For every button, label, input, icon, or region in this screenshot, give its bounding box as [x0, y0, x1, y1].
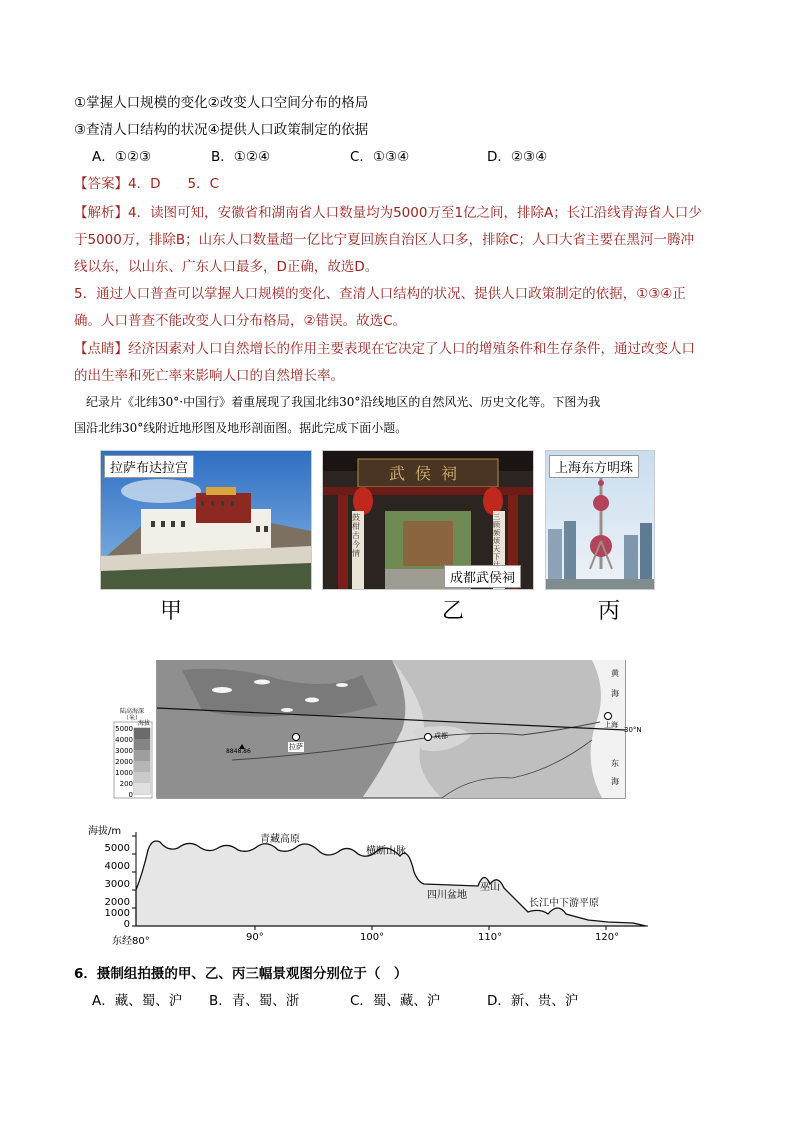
profile-xtick: 90° [246, 932, 264, 943]
analysis-line-3: 线以东，以山东、广东人口最多，D正确，故选D。 [74, 259, 379, 275]
legend-level: 0 [128, 791, 133, 799]
elevation-profile [88, 822, 658, 950]
q5-choice-d: D．②③④ [487, 149, 548, 165]
sea-label-hai-1: 海 [611, 689, 619, 698]
profile-xtick: 120° [595, 932, 620, 943]
legend-level: 3000 [115, 747, 133, 755]
label-yangtze-plain: 长江中下游平原 [529, 898, 599, 909]
analysis-tag: 【解析】 [74, 205, 128, 221]
tip-text-1: 经济因素对人口自然增长的作用主要表现在它决定了人口的增殖条件和生存条件，通过改变人口 [128, 341, 695, 357]
latitude-label: 30°N [624, 726, 642, 734]
profile-ylabel: 海拔/m [88, 826, 122, 837]
photo-label-pearl: 上海东方明珠 [549, 455, 639, 478]
photo-mark-bing: 丙 [598, 599, 621, 624]
sea-label-hai-2: 海 [611, 777, 619, 786]
tip-line-2: 的出生率和死亡率来影响人口的自然增长率。 [74, 368, 344, 384]
label-wushan: 巫山 [480, 882, 500, 893]
analysis-line-4: 5．通过人口普查可以掌握人口规模的变化、查清人口结构的状况、提供人口政策制定的依据，①③④正 [74, 286, 686, 302]
q5-choice-a: A．①②③ [92, 149, 152, 165]
photo-mark-jia: 甲 [160, 599, 183, 624]
profile-xtick: 100° [360, 932, 385, 943]
answer-tag: 【答案】 [74, 176, 128, 192]
answer-line [74, 174, 219, 194]
q5-choice-c: C．①③④ [350, 149, 410, 165]
peak-elevation: 8848.86 [226, 748, 251, 755]
sea-label-dong: 东 [611, 759, 619, 768]
intro-line-2: 国沿北纬30°线附近地形图及地形剖面图。据此完成下面小题。 [74, 421, 408, 435]
profile-ytick: 0 [123, 919, 130, 930]
profile-xtick: 110° [478, 932, 503, 943]
profile-ytick: 4000 [104, 861, 130, 872]
couplet-left: 鼓柑古今情 [352, 513, 360, 558]
legend-levels [114, 724, 133, 801]
profile-ytick: 5000 [104, 843, 130, 854]
intro-line-1: 纪录片《北纬30°·中国行》着重展现了我国北纬30°沿线地区的自然风光、历史文化等。下图为我 [86, 395, 601, 409]
sea-label-huang: 黄 [611, 669, 619, 678]
legend-level: 5000 [115, 725, 133, 733]
profile-ytick: 2000 [104, 897, 130, 908]
q6-choice-d: D．新、贵、沪 [487, 993, 579, 1009]
profile-xtick: 东经80° [112, 936, 150, 947]
photo-label-potala: 拉萨布达拉宫 [104, 455, 194, 478]
label-qinghai-tibet-plateau: 青藏高原 [260, 834, 300, 845]
legend-title: 陆高海深（米） [119, 708, 144, 722]
q5-option-line-1: ①掌握人口规模的变化②改变人口空间分布的格局 [74, 95, 369, 111]
answer-text: 4．D 5．C [128, 176, 219, 192]
profile-ytick: 3000 [104, 879, 130, 890]
shrine-sign: 武侯祠 [388, 464, 467, 483]
profile-ytick: 1000 [104, 908, 130, 919]
tip-line-1 [74, 339, 695, 359]
q6-choice-b: B．青、蜀、浙 [209, 993, 300, 1009]
place-lhasa: 拉萨 [289, 743, 303, 751]
legend-level: 200 [119, 780, 133, 788]
photo-label-wuhou: 成都武侯祠 [444, 565, 521, 588]
legend-sub: 海拔 [138, 720, 151, 727]
analysis-line-2: 于5000万，排除B；山东人口数量超一亿比宁夏回族自治区人口多，排除C；人口大省主要在黑河一腾冲 [74, 232, 695, 248]
q5-option-line-2: ③查清人口结构的状况④提供人口政策制定的依据 [74, 122, 369, 138]
topographic-map [112, 660, 642, 800]
photo-mark-yi: 乙 [442, 599, 465, 624]
legend-level: 1000 [115, 769, 133, 777]
q5-choice-b: B．①②④ [211, 149, 271, 165]
q6-choice-a: A．藏、蜀、沪 [92, 993, 183, 1009]
place-shanghai: 上海 [604, 721, 618, 729]
analysis-line-5: 确。人口普查不能改变人口分布格局，②错误。故选C。 [74, 313, 407, 329]
analysis-line-1 [74, 203, 702, 223]
legend-level: 4000 [115, 736, 133, 744]
q6-choice-c: C．蜀、藏、沪 [350, 993, 441, 1009]
label-sichuan-basin: 四川盆地 [427, 890, 467, 901]
tip-tag: 【点睛】 [74, 341, 128, 357]
analysis-text-1: 4．读图可知，安徽省和湖南省人口数量均为5000万至1亿之间，排除A；长江沿线青海省人口少 [128, 205, 702, 221]
couplet-right: 三顾频烦天下 [493, 513, 500, 561]
q6-stem: 6．摄制组拍摄的甲、乙、丙三幅景观图分别位于（ ） [74, 966, 408, 982]
place-chengdu: 成都 [434, 732, 448, 740]
label-hengduan-mountains: 横断山脉 [366, 846, 406, 857]
legend-level: 2000 [115, 758, 133, 766]
